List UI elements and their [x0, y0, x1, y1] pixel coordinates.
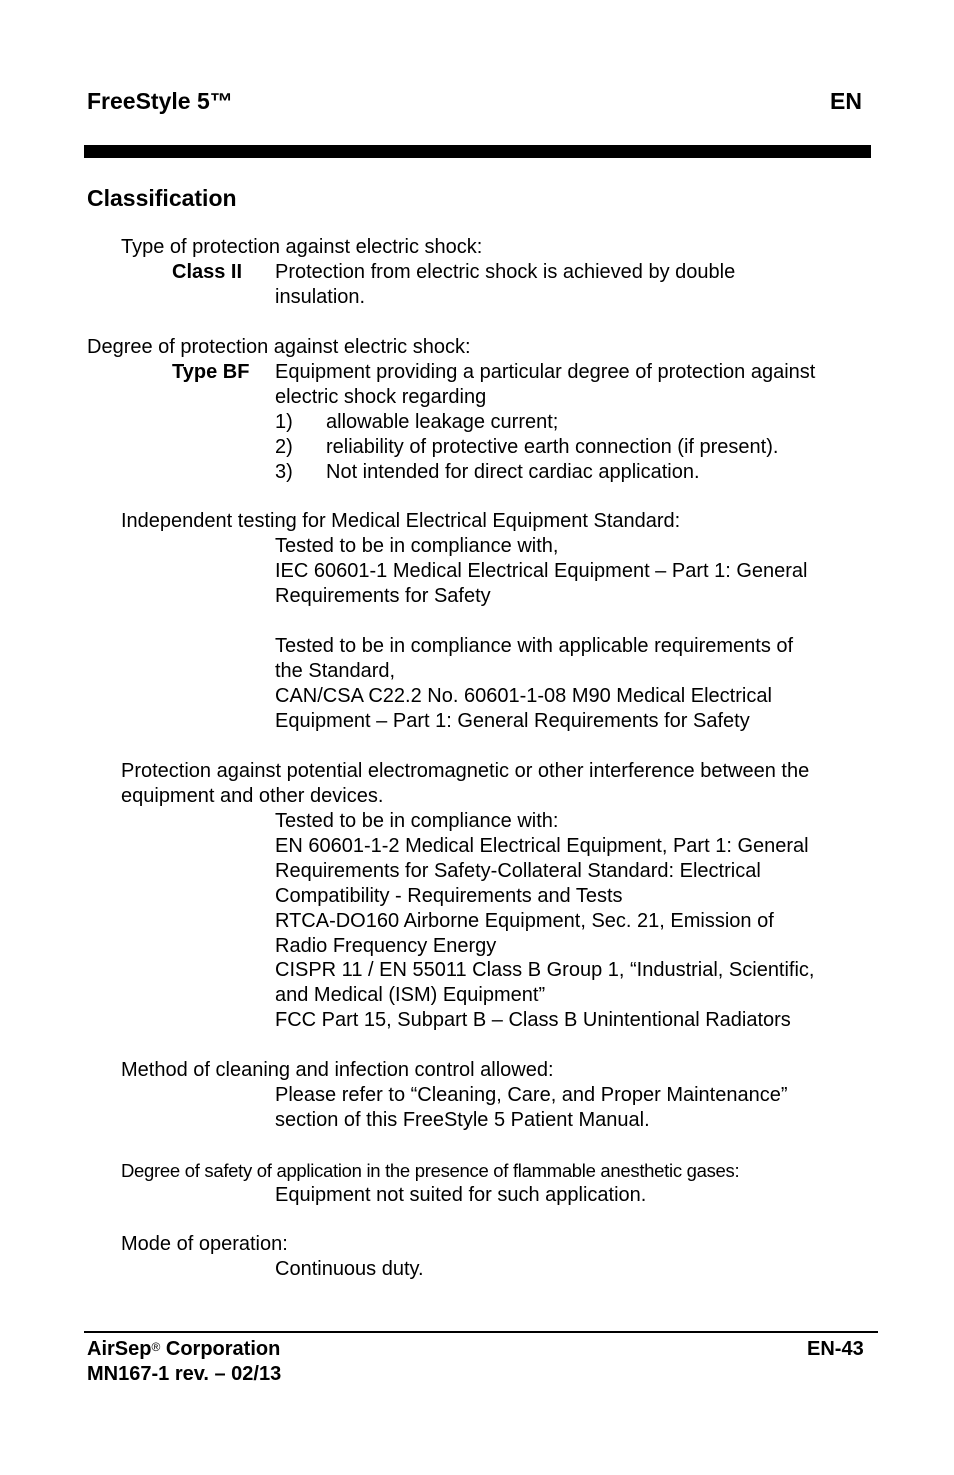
shock-type-intro: Type of protection against electric shock:: [121, 236, 483, 258]
mode-intro: Mode of operation:: [121, 1233, 288, 1255]
mode-line: Continuous duty.: [275, 1258, 424, 1280]
shock-type-line: Protection from electric shock is achieved by double: [275, 261, 736, 283]
company-suffix: Corporation: [160, 1338, 281, 1360]
header-rule: [84, 145, 871, 158]
independent-testing-line: CAN/CSA C22.2 No. 60601-1-08 M90 Medical Electrical: [275, 685, 772, 707]
independent-testing-line: Requirements for Safety: [275, 585, 491, 607]
footer-rule: [84, 1331, 878, 1333]
independent-testing-line: Tested to be in compliance with,: [275, 535, 559, 557]
emi-line: FCC Part 15, Subpart B – Class B Unintentional Radiators: [275, 1009, 791, 1031]
section-title: Classification: [87, 185, 237, 211]
list-item-number: 1): [275, 411, 293, 433]
footer-doc-revision: MN167-1 rev. – 02/13: [87, 1363, 282, 1385]
shock-degree-line: electric shock regarding: [275, 386, 487, 408]
emi-line: Compatibility - Requirements and Tests: [275, 885, 623, 907]
page-number: EN-43: [807, 1338, 864, 1360]
emi-line: EN 60601-1-2 Medical Electrical Equipment, Part 1: General: [275, 835, 809, 857]
independent-testing-line: Tested to be in compliance with applicable requirements of: [275, 635, 794, 657]
list-item-text: Not intended for direct cardiac application.: [326, 461, 700, 483]
footer-company: [87, 1337, 280, 1362]
shock-type-line: insulation.: [275, 286, 366, 308]
flammable-line: Equipment not suited for such application.: [275, 1184, 647, 1206]
registered-mark: ®: [151, 1340, 161, 1354]
independent-testing-intro: Independent testing for Medical Electrical Equipment Standard:: [121, 510, 681, 532]
cleaning-line: section of this FreeStyle 5 Patient Manual.: [275, 1109, 650, 1131]
independent-testing-line: the Standard,: [275, 660, 396, 682]
emi-line: Requirements for Safety-Collateral Standard: Electrical: [275, 860, 761, 882]
company-name: AirSep: [87, 1338, 152, 1360]
independent-testing-line: IEC 60601-1 Medical Electrical Equipment – Part 1: General: [275, 560, 808, 582]
flammable-intro: Degree of safety of application in the presence of flammable anesthetic gases:: [121, 1160, 740, 1181]
language-code: EN: [830, 88, 862, 114]
list-item-number: 2): [275, 436, 293, 458]
emi-line: and Medical (ISM) Equipment”: [275, 984, 546, 1006]
shock-degree-intro: Degree of protection against electric shock:: [87, 336, 471, 358]
list-item-text: reliability of protective earth connection (if present).: [326, 436, 779, 458]
list-item-number: 3): [275, 461, 293, 483]
emi-intro: Protection against potential electromagnetic or other interference between the: [121, 760, 810, 782]
emi-line: CISPR 11 / EN 55011 Class B Group 1, “Industrial, Scientific,: [275, 959, 815, 981]
shock-degree-line: Equipment providing a particular degree of protection against: [275, 361, 816, 383]
independent-testing-line: Equipment – Part 1: General Requirements for Safety: [275, 710, 750, 732]
shock-degree-label: Type BF: [172, 361, 250, 383]
list-item-text: allowable leakage current;: [326, 411, 559, 433]
shock-type-label: Class II: [172, 261, 243, 283]
document-title: FreeStyle 5™: [87, 88, 233, 114]
emi-line: RTCA-DO160 Airborne Equipment, Sec. 21, Emission of: [275, 910, 774, 932]
cleaning-line: Please refer to “Cleaning, Care, and Proper Maintenance”: [275, 1084, 788, 1106]
emi-intro: equipment and other devices.: [121, 785, 384, 807]
cleaning-intro: Method of cleaning and infection control allowed:: [121, 1059, 554, 1081]
emi-line: Radio Frequency Energy: [275, 935, 497, 957]
emi-line: Tested to be in compliance with:: [275, 810, 559, 832]
